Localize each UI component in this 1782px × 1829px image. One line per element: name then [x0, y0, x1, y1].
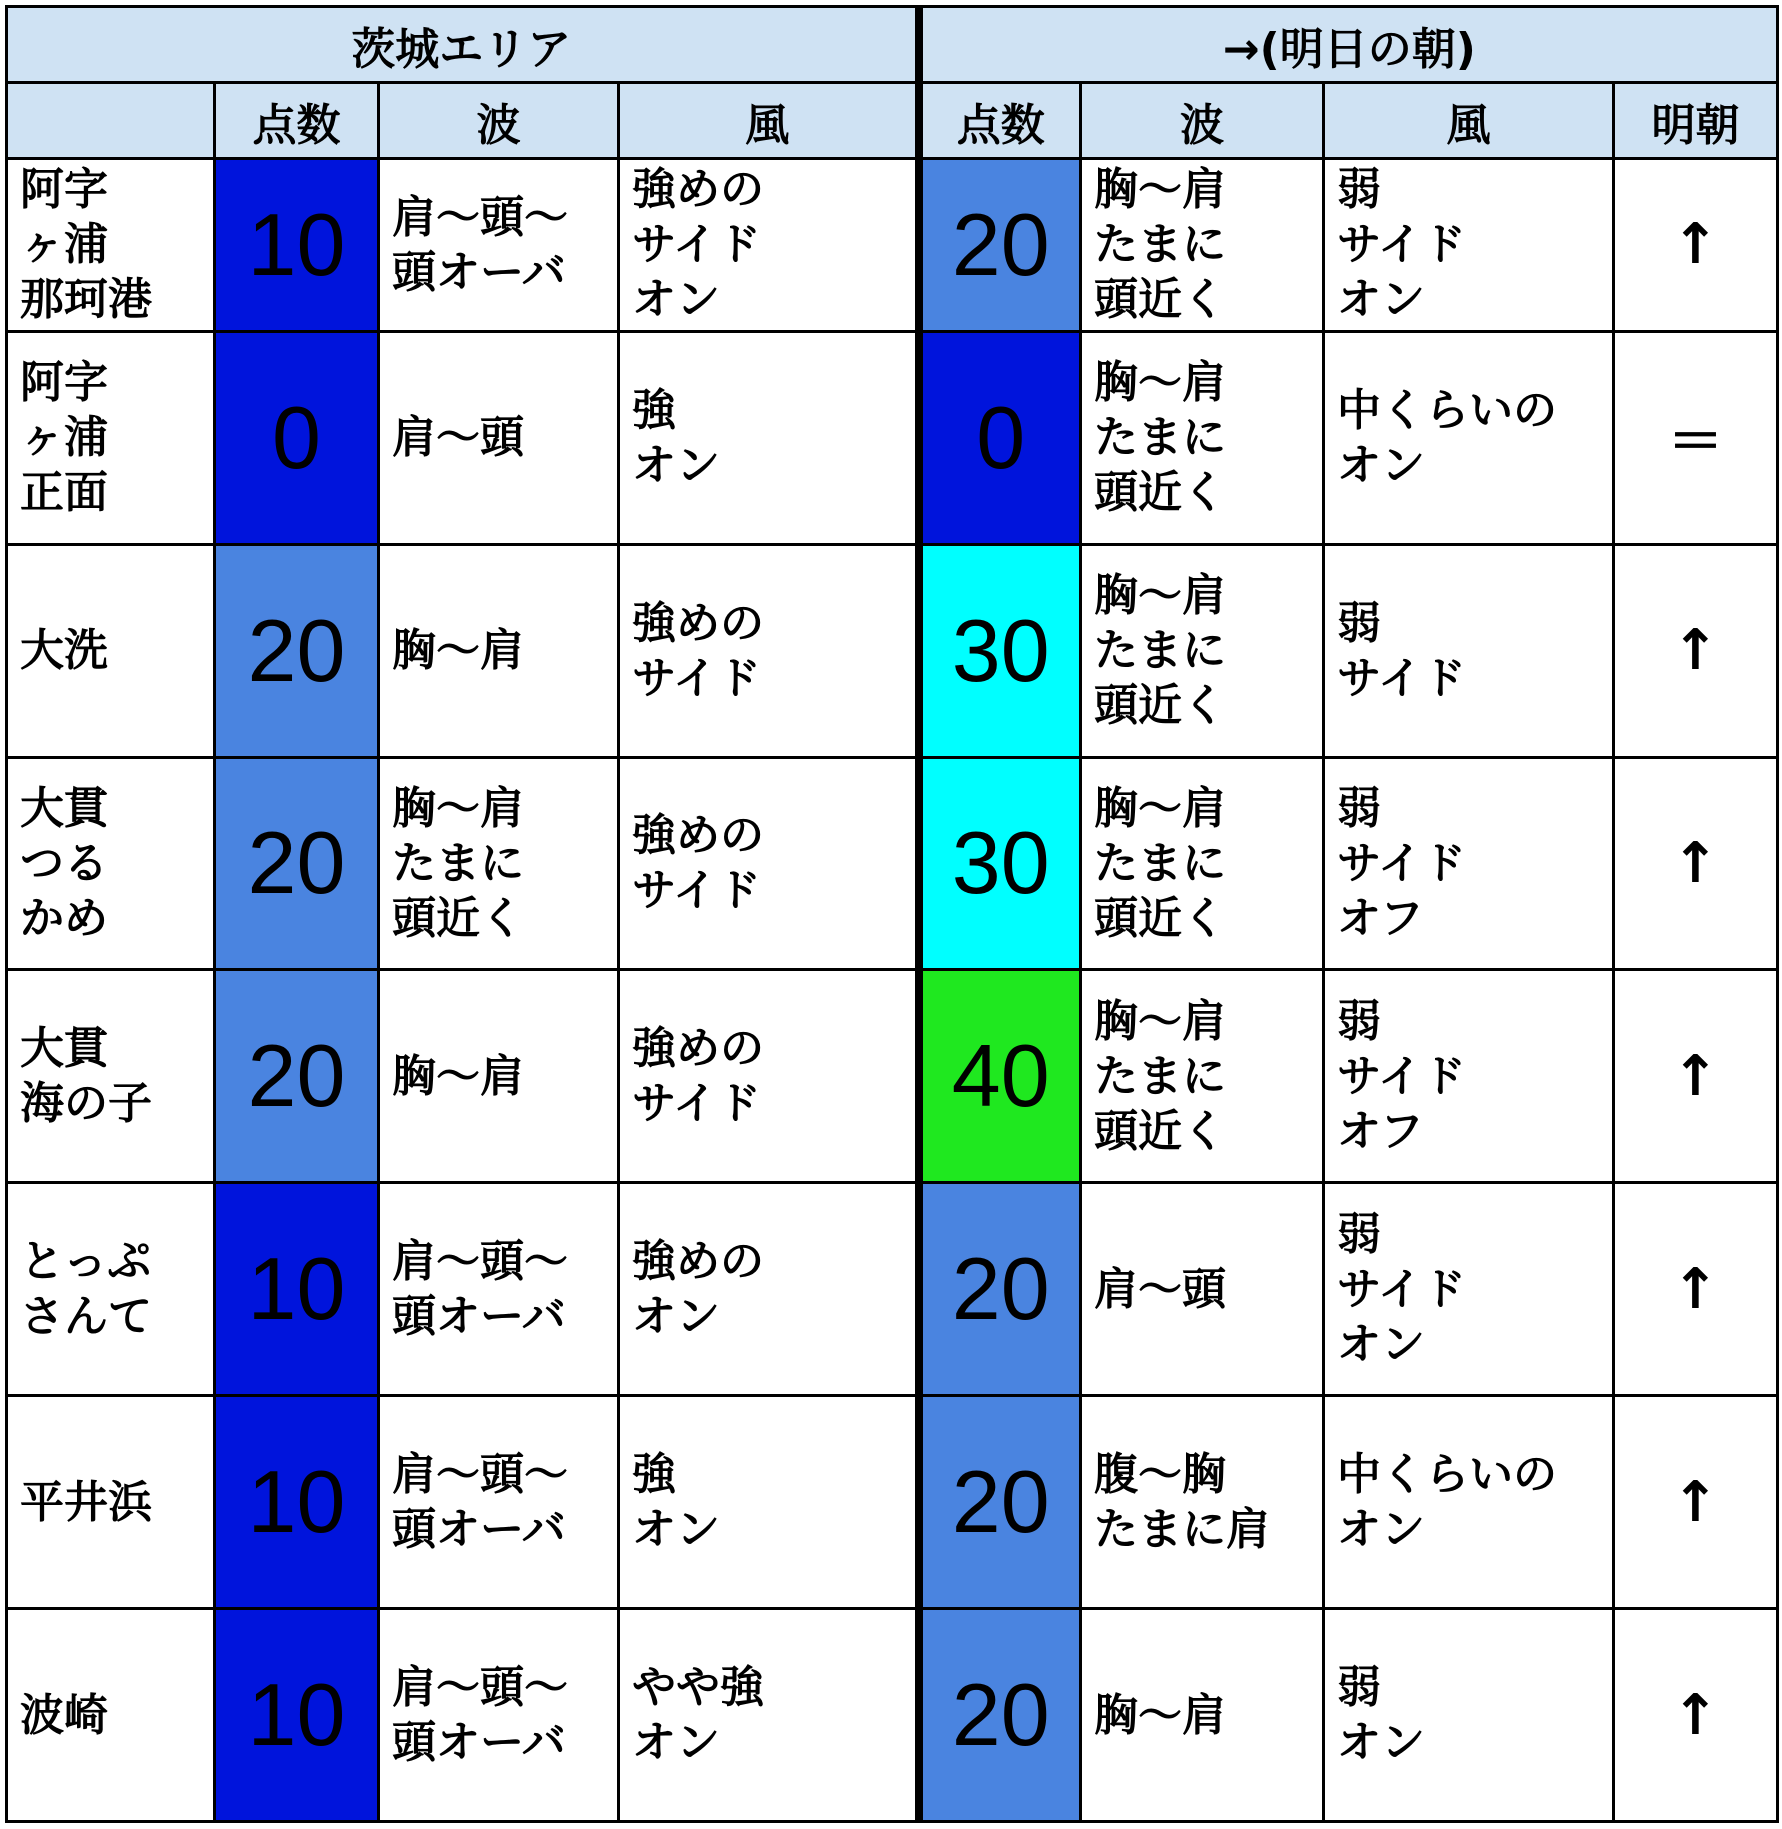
- trend-cell: ↑: [1614, 1183, 1778, 1396]
- spot-name: 大貫 つる かめ: [7, 757, 215, 970]
- score-next-header: 点数: [919, 83, 1081, 159]
- wave-next-cell: 胸～肩: [1081, 1609, 1324, 1822]
- table-row: [7, 757, 1778, 970]
- wave-cell: 肩～頭～ 頭オーバ: [379, 1183, 619, 1396]
- wave-next-cell: 胸～肩 たまに 頭近く: [1081, 544, 1324, 757]
- wind-next-cell: 弱 サイド オフ: [1324, 757, 1614, 970]
- wave-cell: 胸～肩: [379, 970, 619, 1183]
- wave-next-header: 波: [1081, 83, 1324, 159]
- score-next-cell: 20: [919, 159, 1081, 332]
- surf-forecast-table: [5, 5, 1779, 1823]
- score-next-cell: 40: [919, 970, 1081, 1183]
- wind-cell: 強めの オン: [619, 1183, 919, 1396]
- wind-next-cell: 弱 サイド オン: [1324, 159, 1614, 332]
- spot-name: 阿字 ヶ浦 正面: [7, 331, 215, 544]
- spot-name: とっぷ さんて: [7, 1183, 215, 1396]
- table-row: [7, 544, 1778, 757]
- wave-cell: 肩～頭～ 頭オーバ: [379, 159, 619, 332]
- score-cell: 10: [215, 1609, 379, 1822]
- wave-next-cell: 肩～頭: [1081, 1183, 1324, 1396]
- trend-cell: ↑: [1614, 970, 1778, 1183]
- score-next-cell: 0: [919, 331, 1081, 544]
- wind-cell: 強めの サイド オン: [619, 159, 919, 332]
- wave-next-cell: 胸～肩 たまに 頭近く: [1081, 331, 1324, 544]
- wind-next-cell: 中くらいの オン: [1324, 1396, 1614, 1609]
- trend-cell: ↑: [1614, 159, 1778, 332]
- trend-cell: ＝: [1614, 331, 1778, 544]
- wave-next-cell: 胸～肩 たまに 頭近く: [1081, 970, 1324, 1183]
- spot-name: 大貫 海の子: [7, 970, 215, 1183]
- wave-cell: 胸～肩 たまに 頭近く: [379, 757, 619, 970]
- spot-header: [7, 83, 215, 159]
- score-cell: 20: [215, 544, 379, 757]
- score-cell: 20: [215, 970, 379, 1183]
- trend-cell: ↑: [1614, 544, 1778, 757]
- score-next-cell: 20: [919, 1396, 1081, 1609]
- wind-next-cell: 弱 サイド オン: [1324, 1183, 1614, 1396]
- score-next-cell: 20: [919, 1609, 1081, 1822]
- score-next-cell: 30: [919, 544, 1081, 757]
- trend-cell: ↑: [1614, 1396, 1778, 1609]
- wind-cell: やや強 オン: [619, 1609, 919, 1822]
- trend-cell: ↑: [1614, 1609, 1778, 1822]
- score-header: 点数: [215, 83, 379, 159]
- score-next-cell: 20: [919, 1183, 1081, 1396]
- spot-name: 平井浜: [7, 1396, 215, 1609]
- wave-next-cell: 胸～肩 たまに 頭近く: [1081, 159, 1324, 332]
- wave-cell: 肩～頭: [379, 331, 619, 544]
- trend-header: 明朝: [1614, 83, 1778, 159]
- wind-next-cell: 弱 サイド: [1324, 544, 1614, 757]
- table-row: [7, 1396, 1778, 1609]
- wind-cell: 強めの サイド: [619, 970, 919, 1183]
- wave-next-cell: 腹～胸 たまに肩: [1081, 1396, 1324, 1609]
- wind-next-cell: 弱 サイド オフ: [1324, 970, 1614, 1183]
- wave-cell: 肩～頭～ 頭オーバ: [379, 1609, 619, 1822]
- wave-cell: 胸～肩: [379, 544, 619, 757]
- table-row: [7, 1183, 1778, 1396]
- score-cell: 20: [215, 757, 379, 970]
- spot-name: 大洗: [7, 544, 215, 757]
- wind-cell: 強 オン: [619, 1396, 919, 1609]
- trend-cell: ↑: [1614, 757, 1778, 970]
- table-row: [7, 331, 1778, 544]
- wave-cell: 肩～頭～ 頭オーバ: [379, 1396, 619, 1609]
- table-row: [7, 1609, 1778, 1822]
- score-next-cell: 30: [919, 757, 1081, 970]
- next-morning-title: →(明日の朝): [919, 7, 1778, 83]
- wave-next-cell: 胸～肩 たまに 頭近く: [1081, 757, 1324, 970]
- spot-name: 波崎: [7, 1609, 215, 1822]
- table-row: [7, 970, 1778, 1183]
- area-title: 茨城エリア: [7, 7, 919, 83]
- score-cell: 0: [215, 331, 379, 544]
- score-cell: 10: [215, 159, 379, 332]
- wind-header: 風: [619, 83, 919, 159]
- wind-cell: 強めの サイド: [619, 544, 919, 757]
- score-cell: 10: [215, 1396, 379, 1609]
- table-row: [7, 159, 1778, 332]
- wind-next-header: 風: [1324, 83, 1614, 159]
- wind-next-cell: 中くらいの オン: [1324, 331, 1614, 544]
- score-cell: 10: [215, 1183, 379, 1396]
- wind-cell: 強めの サイド: [619, 757, 919, 970]
- wave-header: 波: [379, 83, 619, 159]
- spot-name: 阿字 ヶ浦 那珂港: [7, 159, 215, 332]
- wind-cell: 強 オン: [619, 331, 919, 544]
- wind-next-cell: 弱 オン: [1324, 1609, 1614, 1822]
